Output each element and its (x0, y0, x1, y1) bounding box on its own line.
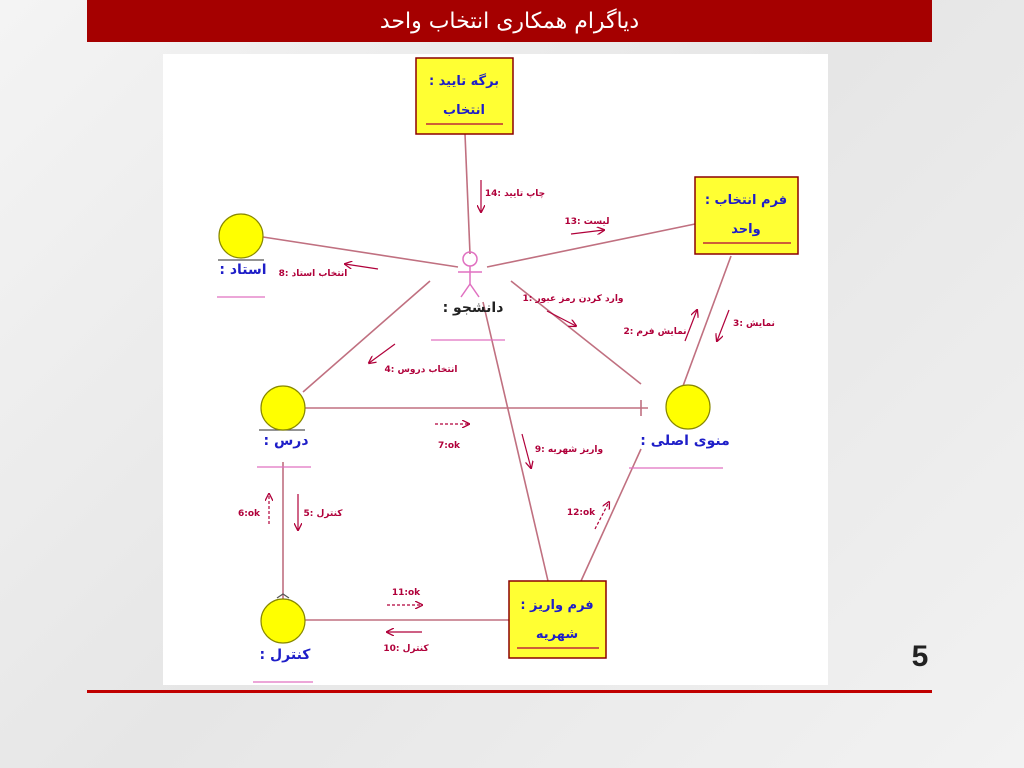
page-number: 5 (911, 640, 929, 673)
msg-3-label: نمایش :3 (733, 319, 775, 329)
professor-label: استاد : (219, 262, 267, 278)
box-select-form (695, 177, 798, 254)
msg-8-label: انتخاب استاد :8 (278, 269, 348, 279)
msg-5-label: کنترل :5 (303, 509, 343, 519)
box-payment-line2: شهریه (535, 627, 579, 642)
box-confirm-line2: انتخاب (443, 103, 485, 118)
connector-lines (263, 134, 731, 620)
msg-7-label: 7:ok (437, 441, 461, 451)
arrow-m3 (717, 310, 729, 341)
box-select-line1: فرم انتخاب : (704, 193, 788, 208)
student-actor-icon (458, 252, 482, 297)
course-label: درس : (263, 433, 309, 449)
box-confirm-line1: برگه تایید : (428, 74, 500, 89)
footer-divider (87, 690, 932, 693)
arrow-m2 (685, 310, 697, 341)
msg-14-label: چاپ تایید :14 (484, 189, 546, 199)
box-confirm-form (416, 58, 513, 134)
student-label: دانشجو : (442, 300, 504, 316)
main-menu-entity (629, 385, 730, 468)
msg-9-label: واریز شهریه :9 (534, 445, 604, 455)
arrow-m9 (522, 434, 531, 468)
link-professor-student (263, 237, 458, 267)
link-selectform-menu (683, 256, 731, 386)
msg-13-label: لیست :13 (564, 217, 610, 227)
msg-1-label: وارد کردن رمز عبور :1 (522, 294, 624, 304)
arrow-m8 (345, 264, 378, 269)
arrow-m1 (547, 311, 576, 326)
box-payment-form (509, 581, 606, 658)
page-title: دیاگرام همکاری انتخاب واحد (379, 8, 640, 34)
msg-12-label: 12:ok (566, 508, 596, 518)
main-menu-label: منوی اصلی : (640, 433, 730, 449)
arrow-m13 (571, 230, 604, 234)
course-entity (257, 386, 311, 467)
control-label: کنترل : (259, 647, 311, 663)
collaboration-diagram (163, 54, 828, 685)
professor-entity (217, 214, 267, 297)
link-student-payment (483, 302, 548, 581)
arrow-m4 (369, 344, 395, 363)
title-bar (87, 0, 932, 42)
msg-10-label: کنترل :10 (383, 644, 429, 654)
link-student-selectform (487, 224, 695, 267)
link-student-course (303, 281, 430, 392)
msg-4-label: انتخاب دروس :4 (384, 365, 458, 375)
link-confirm-student (465, 134, 470, 254)
box-payment-line1: فرم واریز : (520, 598, 594, 613)
msg-6-label: 6:ok (237, 509, 261, 519)
msg-11-label: 11:ok (391, 588, 421, 598)
control-entity (253, 594, 313, 682)
box-select-line2: واحد (731, 222, 761, 237)
msg-2-label: نمایش فرم :2 (623, 327, 687, 337)
diagram-canvas (163, 54, 828, 685)
